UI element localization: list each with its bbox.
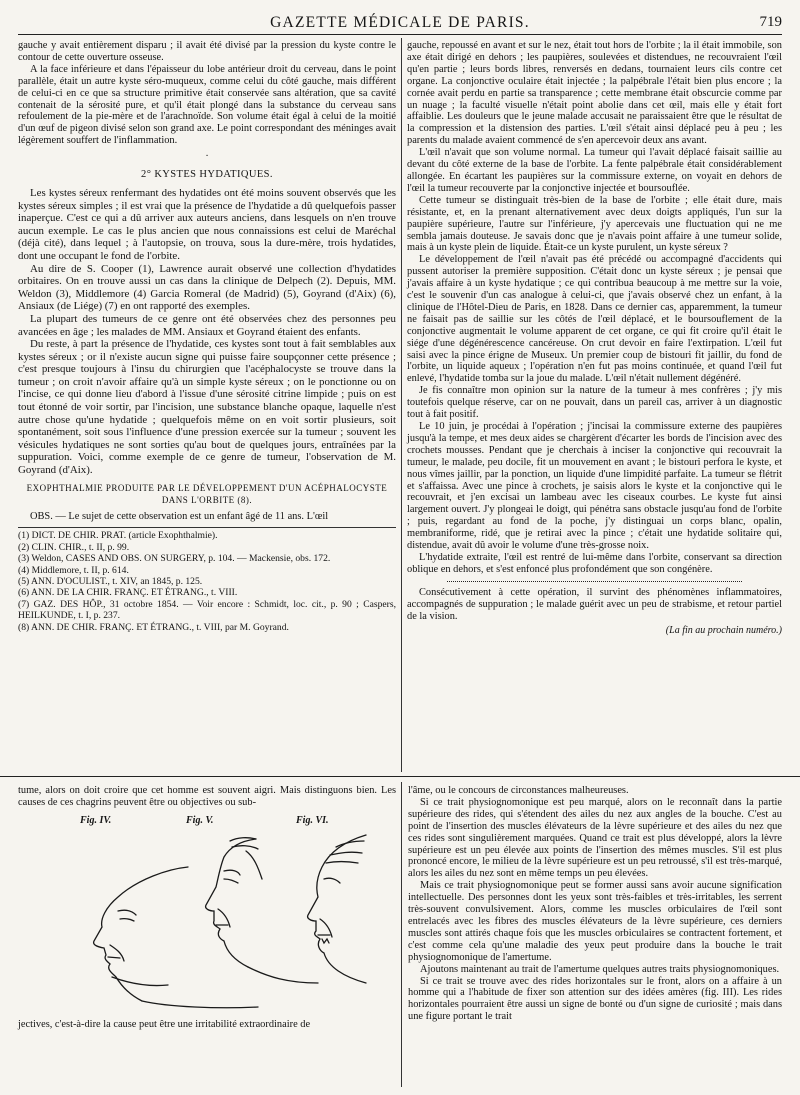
paragraph: Au dire de S. Cooper (1), Lawrence aurait observé une collection d'hydatides orbitaires. On en trouve aussi un cas dans la clinique de Delpech (2). Depuis, MM. Weldon (3), Middlemore (4) Garcia Romeral (de Madrid) (5), Goyrand (d'Aix) (6), Ansiaux (de Liége) (7) en ont rapporté des exemples. [18, 262, 396, 313]
paragraph: l'âme, ou le concours de circonstances malheureuses. [408, 785, 629, 796]
dotted-separator [447, 581, 742, 582]
footnote: (7) GAZ. DES HÔP., 31 octobre 1854. — Voir encore : Schmidt, loc. cit., p. 90 ; Caspers, HEILKUNDE, t. I, p. 237. [18, 598, 396, 622]
section-body [18, 187, 396, 477]
observation-text: OBS. — Le sujet de cette observation est un enfant âgé de 11 ans. L'œil [30, 511, 329, 523]
continuation-note: (La fin au prochain numéro.) [665, 624, 782, 636]
observation-title: EXOPHTHALMIE PRODUITE PAR LE DÉVELOPPEMENT D'UN ACÉPHALOCYSTE DANS L'ORBITE (8). [26, 482, 388, 505]
paragraph: tume, alors on doit croire que cet homme est souvent aigri. Mais distinguons bien. Les causes de ces chagrins peuvent être ou objectives ou sub- [18, 785, 396, 808]
paragraph: Du reste, à part la présence de l'hydatide, ces kystes sont tout à fait semblables aux kystes séreux ; or il n'existe aucun signe qui puisse faire soupçonner cette présence ; c'est presque toujours à l'insu du chirurgien que l'acéphalocyste se trouve dans la tumeur ; on croit n'avoir affaire qu'à un simple kyste séreux ; on le ponctionne ou on l'incise, ce qui donne lieu d'abord à l'issue d'une sérosité citrine limpide ; puis on est tout étonné de voir sortir, par l'incision, une substance blanche opaque, laquelle n'est autre chose qu'une hydatide ; quelquefois même on en voit sortir plusieurs, soit spontanément, soit sous l'influence d'une pression exercée sur la tumeur ; souvent les vésicules hydatiques ne sont sorties qu'au bout de quelques jours, entraînées par la suppuration. Voici, comme exemple de ce genre de tumeur, l'observation de M. Goyrand (d'Aix). [18, 338, 396, 477]
paragraph: Consécutivement à cette opération, il survint des phénomènes inflammatoires, accompagnés de suppuration ; le malade guérit avec un peu de strabisme, et retour partiel de la vision. [407, 586, 782, 622]
footnote: (4) Middlemore, t. II, p. 614. [18, 564, 129, 576]
paragraph: Mais ce trait physiognomonique peut se former aussi sans avoir aucune signification intellectuelle. Des personnes dont les yeux sont très-faibles et très-irritables, les serrent très-souvent convulsivement. Alors, comme les muscles orbiculaires de l'œil sont entrelacés avec les fibres des muscles élévateurs de la lèvre supérieure, ces derniers muscles sont attirés chaque fois que les muscles orbiculaires se contractent fortement, et c'est comme cela qu'une maladie des yeux peut produire dans la bouche le trait physiognomonique de l'amertume. [408, 880, 782, 963]
footnote: (5) ANN. D'OCULIST., t. XIV, an 1845, p. 125. [18, 575, 203, 587]
paragraph: A la face inférieure et dans l'épaisseur du lobe antérieur droit du cerveau, dans le point parallèle, était un autre kyste séro-muqueux, comme celui du côté gauche, mais différent de celui-ci en ce que sa structure primitive était conservée sans altération, que sa cavité contenait de la sérosité pure, et qu'il était plongé dans la substance du cerveau sans refoulement de la pie-mère et de l'arachnoïde. Son volume était égal à celui de la moitié d'un œuf de pigeon divisé selon son grand axe. Le point correspondant des méninges avait légèrement souffert de l'inflammation. [18, 63, 396, 147]
horizontal-divider [0, 776, 800, 777]
right-column [407, 40, 782, 636]
paragraph: jectives, c'est-à-dire la cause peut être une irritabilité extraordinaire de [18, 1018, 311, 1030]
profile-figures [18, 813, 396, 1019]
footnote: (8) ANN. DE CHIR. FRANÇ. ET ÉTRANG., t. VIII, par M. Goyrand. [18, 621, 289, 633]
column-divider-bottom [401, 782, 402, 1087]
separator-asterisk: · [205, 151, 209, 163]
paragraph: Si ce trait physiognomonique est peu marqué, alors on le reconnaît dans la partie supérieure des rides, qui s'étendent des ailes du nez aux angles de la bouche. C'est au point de l'insertion des muscles élévateurs de la lèvre supérieure et des ailes du nez que ces rides sont singulièrement marquées. Quand ce trait est plus développé, alors la lèvre supérieure est un peu élevée aux points de l'insertion des mêmes muscles. S'il est plus prononcé encore, le milieu de la lèvre supérieure est un peu retroussé, s'il est très-marqué, alors les ailes du nez sont en même temps un peu élevées. [408, 796, 782, 880]
profile-figure-vi [308, 835, 366, 983]
profile-figure-v [206, 837, 318, 982]
profile-illustration [18, 827, 396, 1019]
figure-label-iv: Fig. IV. [80, 814, 112, 826]
footnote: (2) CLIN. CHIR., t. II, p. 99. [18, 541, 130, 553]
paragraph: Je fis connaître mon opinion sur la nature de la tumeur à mes confrères ; j'y mis toutefois quelque réserve, car on ne pouvait, dans un pareil cas, arriver à un diagnostic tout à fait positif. [407, 385, 782, 421]
paragraph: Le développement de l'œil n'avait pas été précédé ou accompagné d'accidents qui pussent autoriser la première supposition. C'était donc un kyste séreux ; je pensai que j'avais affaire à un kyste hydatique ; ce qui contribua beaucoup à me mettre sur la voie, c'est le souvenir d'un cas analogue à celui-ci, que j'avais observé chez un enfant, à la clinique de l'Hôtel-Dieu de Paris, en 1828. Dans ce dernier cas, apparemment, la tumeur ne faisait pas de saillie sur les côtés de l'œil déplacé, et le boursouflement de la conjonctive augmentait le volume apparent de cet organe, ce qui fit croire qu'il était le siége d'une dégénérescence cancéreuse. On crut devoir en faire l'extirpation. L'œil fut saisi avec la pince érigne de Museux. Un premier coup de bistouri fit jaillir, du fond de l'orbite, un liquide aqueux ; l'opération n'en fut pas moins continuée, et quand l'œil fut enlevé, l'hydatide tomba sur la joue du malade. L'œil n'était nullement dégénéré. [407, 254, 782, 385]
journal-title: GAZETTE MÉDICALE DE PARIS. [270, 14, 530, 31]
paragraph: L'œil n'avait que son volume normal. La tumeur qui l'avait déplacé faisait saillie au devant du côté externe de la base de l'orbite. La fente palpébrale était considérablement allongée. En écartant les paupières sur la commissure externe, on voyait en dehors de l'œil la tumeur recouverte par la conjonctive injectée et boursouflée. [407, 147, 782, 194]
bottom-left-column [18, 785, 396, 1031]
paragraph: Cette tumeur se distinguait très-bien de la base de l'orbite ; elle était dure, mais résistante, et, en la prenant alternativement avec deux doigts appliqués, l'un sur la paupière supérieure, l'autre sur l'inférieure, j'y apercevais une fluctuation qui ne me sembla jamais douteuse. Je savais donc que je n'avais point affaire à une tumeur solide, mais à un kyste plein de liquide. Était-ce un kyste purulent, un kyste séreux ? [407, 194, 782, 254]
figure-label-vi: Fig. VI. [296, 814, 329, 826]
column-divider-top [401, 38, 402, 772]
paragraph: La plupart des tumeurs de ce genre ont été observées chez des personnes peu avancées en âge ; les malades de MM. Ansiaux et Goyrand étaient des enfants. [18, 312, 396, 338]
footnote: (6) ANN. DE LA CHIR. FRANÇ. ET ÉTRANG., t. VIII. [18, 587, 238, 599]
left-column [18, 40, 396, 633]
paragraph: Le 10 juin, je procédai à l'opération ; j'incisai la commissure externe des paupières jusqu'à la tempe, et mes deux aides se chargèrent d'écarter les bords de l'incision avec des crochets mousses. Pendant que je cherchais à inciser la conjonctive qui recouvrait la tumeur, le malade, peu docile, fit un mouvement en avant ; le bistouri perfora le kyste, et nous vîmes jaillir, par la ponction, un liquide d'une limpidité parfaite. La tumeur se flétrit et s'affaissa. Avec une pince à crochets, je saisis alors le kyste et la conjonctive qui le recouvrait, et j'en excisai un lambeau avec les ciseaux courbes. Le kyste fut ainsi largement ouvert. J'y plongeai le doigt, qui pénétra sans obstacle jusqu'au fond de l'orbite ; puis, regardant au fond de la poche, j'y distinguai un corps blanc, opalin, membraniforme, ridé, que je retirai avec la pince ; c'était une hydatide solitaire qui, distendue, avait dû avoir le volume d'une très-grosse noix. [407, 421, 782, 552]
paragraph: Si ce trait se trouve avec des rides horizontales sur le front, alors on a affaire à un homme qui a l'habitude de fixer son attention sur des idées amères (fig. III). Les rides horizontales pourraient être aussi un signe de bonté ou d'un signe de curiosité ; mais dans une figure portant le trait [408, 975, 782, 1023]
figure-label-v: Fig. V. [186, 814, 214, 826]
bottom-right-column [408, 785, 782, 1023]
paragraph: Les kystes séreux renfermant des hydatides ont été moins souvent observés que les kystes séreux simples ; il est vrai que la présence de l'hydatide a dû quelquefois passer inaperçue. C'est ce qui a dû arriver aux auteurs anciens, dans lesquels on n'en trouve aucun exemple. Le cas le plus ancien que nous connaissions est celui de Maréchal (déjà cité), dans lequel ; à l'autopsie, on trouva, sous la dure-mère, trois hydatides, dont une occupant le fond de l'orbite. [18, 186, 396, 262]
paragraph: gauche, repoussé en avant et sur le nez, était tout hors de l'orbite ; la il était immobile, son axe était dirigé en dehors ; les paupières, soulevées et distendues, ne recouvraient l'œil qu'en partie ; leurs bords libres, renversés en dedans, tournaient leurs cils contre cet organe. La conjonctive oculaire était injectée ; la palpébrale l'était bien plus encore ; la cornée avait perdu en partie sa transparence ; cette membrane était obscurcie comme par un nuage ; la faculté visuelle n'était point abolie dans cet œil, mais elle y était fort affaiblie. Les douleurs que le jeune malade accusait ne paraissaient être que le résultat de la compression et la distension des parties. L'œil s'était ainsi déplacé peu à peu ; les parents du malade avaient commencé de s'en apercevoir deux ans avant. [407, 40, 782, 147]
paragraph: L'hydatide extraite, l'œil est rentré de lui-même dans l'orbite, conservant sa direction oblique en dehors, et s'est enfoncé plus profondément que son congénère. [407, 551, 782, 575]
paragraph: gauche y avait entièrement disparu ; il avait été divisé par la pression du kyste contre le contour de cette ouverture osseuse. [18, 40, 396, 63]
footnote: (1) DICT. DE CHIR. PRAT. (article Exophthalmie). [18, 530, 218, 542]
page-header [18, 14, 782, 35]
paragraph: Ajoutons maintenant au trait de l'amertume quelques autres traits physiognomoniques. [420, 963, 780, 975]
section-title: 2° KYSTES HYDATIQUES. [141, 169, 273, 181]
page-number: 719 [759, 14, 782, 30]
profile-figure-iv [94, 867, 258, 1008]
footnote: (3) Weldon, CASES AND OBS. ON SURGERY, p. 104. — Mackensie, obs. 172. [18, 553, 331, 565]
footnotes [18, 527, 396, 633]
